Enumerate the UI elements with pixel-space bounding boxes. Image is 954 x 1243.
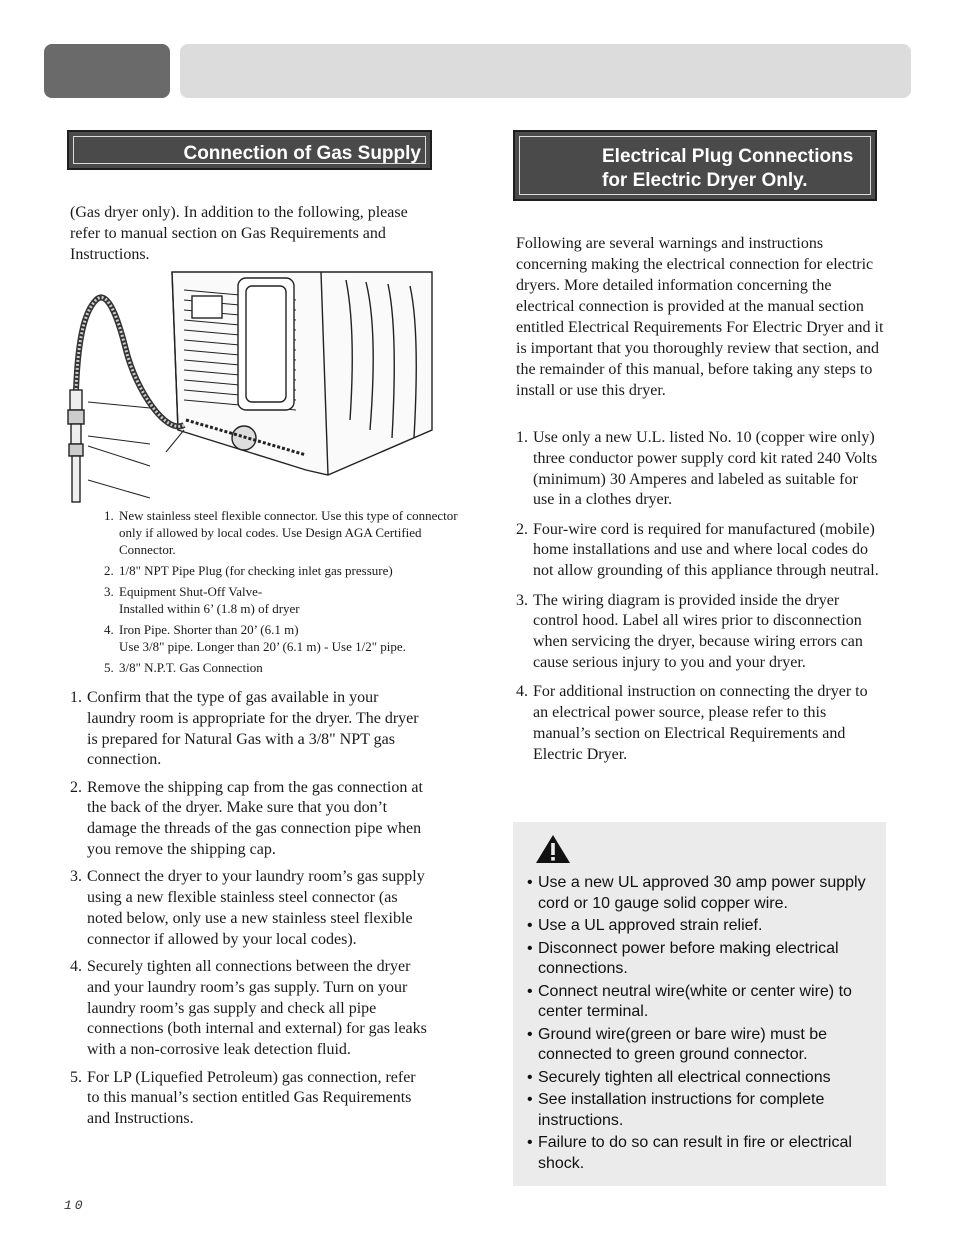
gas-intro-text: (Gas dryer only). In addition to the following, please refer to manual section on Gas Requirements and Instructions. — [70, 204, 408, 263]
figure-caption: 5. 3/8" N.P.T. Gas Connection — [104, 660, 263, 675]
figure-caption-list — [104, 507, 464, 680]
list-item: • Use a UL approved strain relief. — [527, 917, 763, 934]
figure-caption: 4. Iron Pipe. Shorter than 20’ (6.1 m) Use 3/8" pipe. Longer than 20’ (6.1 m) - Use 1/2" pipe. — [104, 622, 406, 654]
page-number: 10 — [64, 1198, 86, 1213]
list-item: 3. The wiring diagram is provided inside the dryer control hood. Label all wires prior to disconnection when servicing the dryer, because wiring errors can cause serious injury to you and your dryer. — [516, 591, 863, 671]
list-item: 2. Remove the shipping cap from the gas connection at the back of the dryer. Make sure that you don’t damage the threads of the gas connection pipe when you remove the shipping cap. — [70, 778, 423, 859]
header-tab-dark — [44, 44, 170, 98]
list-item: • Ground wire(green or bare wire) must be connected to green ground connector. — [527, 1025, 828, 1063]
electrical-section-heading — [513, 130, 877, 201]
figure-caption: 1. New stainless steel flexible connector. Use this type of connector only if allowed by local codes. Use Design AGA Certified Connector. — [104, 508, 458, 557]
gas-steps-list — [70, 688, 430, 1136]
header-tab-light — [180, 44, 911, 98]
list-item: 1. Use only a new U.L. listed No. 10 (copper wire only) three conductor power supply cord kit rated 240 Volts (minimum) 30 Amperes and labeled as suitable for use in a clothes dryer. — [516, 429, 878, 509]
electrical-steps-list — [516, 428, 881, 774]
list-item: • Failure to do so can result in fire or electrical shock. — [527, 1134, 852, 1172]
warning-triangle-icon — [535, 834, 571, 864]
figure-caption: 3. Equipment Shut-Off Valve- Installed within 6’ (1.8 m) of dryer — [104, 584, 300, 616]
list-item: • See installation instructions for complete instructions. — [527, 1091, 825, 1129]
list-item: • Securely tighten all electrical connections — [527, 1068, 831, 1086]
list-item: 4. For additional instruction on connecting the dryer to an electrical power source, please refer to this manual’s section on Electrical Requirements and Electric Dryer. — [516, 683, 868, 763]
list-item: 5. For LP (Liquefied Petroleum) gas connection, refer to this manual’s section entitled Gas Requirements and Instructions. — [70, 1068, 416, 1128]
gas-section-title: Connection of Gas Supply — [183, 143, 421, 164]
list-item: • Use a new UL approved 30 amp power supply cord or 10 gauge solid copper wire. — [527, 874, 866, 912]
list-item: • Connect neutral wire(white or center wire) to center terminal. — [527, 982, 852, 1020]
list-item: 2. Four-wire cord is required for manufactured (mobile) home installations and use and where local codes do not allow grounding of this appliance through neutral. — [516, 520, 879, 580]
list-item: • Disconnect power before making electrical connections. — [527, 939, 839, 977]
list-item: 4. Securely tighten all connections between the dryer and your laundry room’s gas supply. Turn on your laundry room’s gas supply and check all pipe connections (both internal and external) for gas leaks with a non-corrosive leak detection fluid. — [70, 958, 427, 1059]
list-item: 1. Confirm that the type of gas available in your laundry room is appropriate for the dryer. The dryer is prepared for Natural Gas with a 3/8" NPT gas connection. — [70, 689, 419, 769]
list-item: 3. Connect the dryer to your laundry room’s gas supply using a new flexible stainless steel connector (as noted below, only use a new stainless steel flexible connector if allowed by your local codes). — [70, 868, 425, 948]
electrical-intro-text: Following are several warnings and instructions concerning making the electrical connection for electric dryers. More detailed information concerning the electrical connection is provided at the manual section entitled Electrical Requirements For Electric Dryer and it is important that you thoroughly review that section, and the remainder of this manual, before taking any steps to install or use this dryer. — [516, 235, 884, 399]
electrical-section-title: Electrical Plug Connections for Electric Dryer Only. — [602, 146, 854, 191]
gas-connection-illustration — [66, 270, 434, 510]
figure-caption: 2. 1/8" NPT Pipe Plug (for checking inlet gas pressure) — [104, 563, 393, 578]
warning-list — [527, 873, 877, 1176]
warning-box — [513, 822, 886, 1186]
gas-section-heading — [67, 130, 432, 170]
